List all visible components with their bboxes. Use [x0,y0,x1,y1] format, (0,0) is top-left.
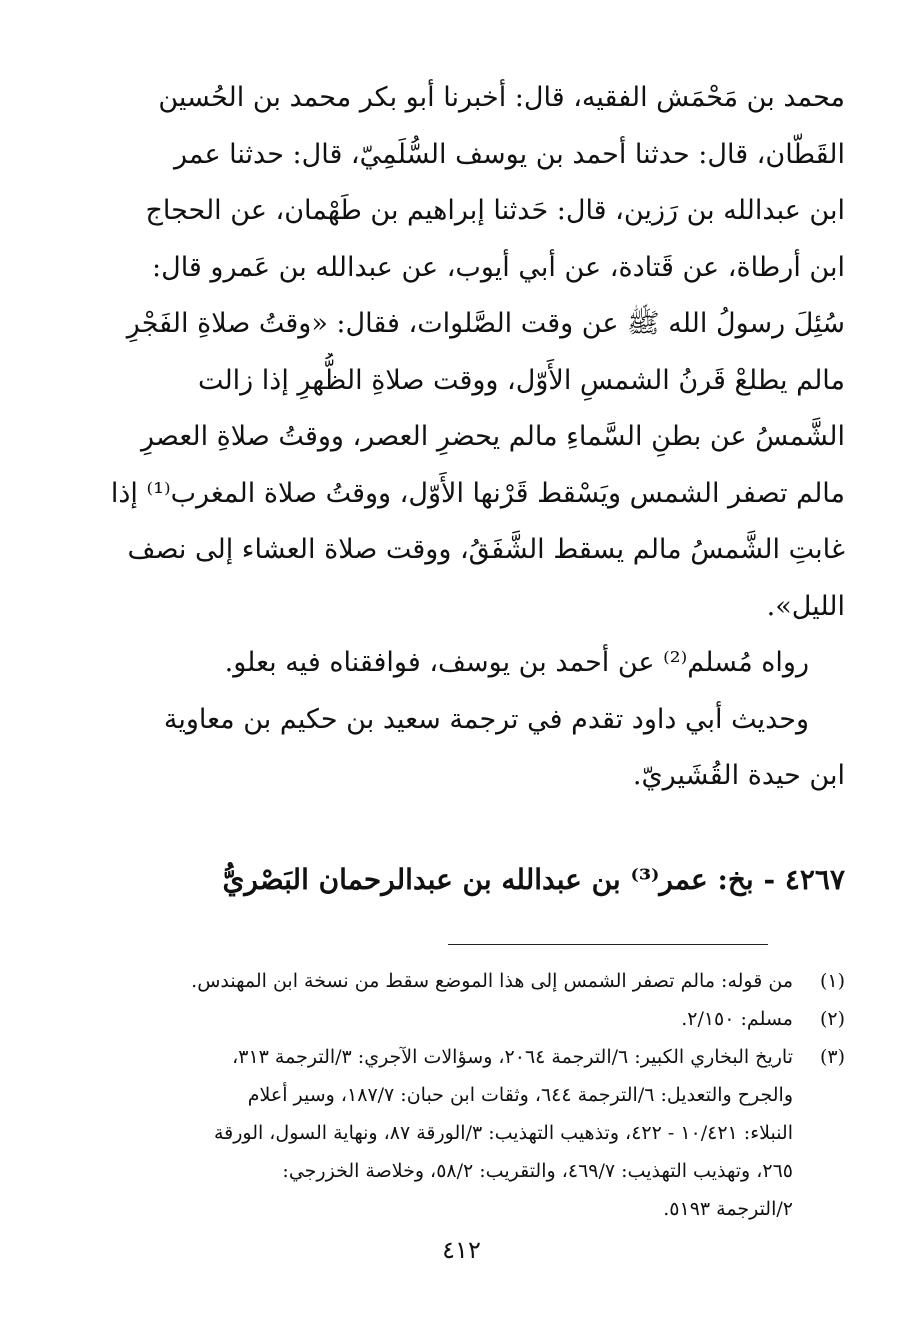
text-line: الليل». [766,590,845,622]
footnote-line: ٢٦٥، وتهذيب التهذيب: ٤٦٩/٧، والتقريب: ٥٨/٢، وخلاصة الخزرجي: [282,1160,793,1182]
footnote-line: ٢/الترجمة ٥١٩٣. [663,1198,793,1220]
footnote-divider [448,944,768,945]
hadith-paragraph [70,70,845,635]
text-line: مالم يطلعْ قَرنُ الشمسِ الأَوّل، ووقت صلاةِ الظُّهرِ إذا زالت [197,364,845,396]
text-line: الشَّمسُ عن بطنِ السَّماءِ مالم يحضرِ العصر، ووقتُ صلاةِ العصرِ [141,421,845,452]
main-text [70,70,845,805]
text-line: ابن عبدالله بن رَزين، قال: حَدثنا إبراهيم بن طَهْمان، عن الحجاج [145,195,845,226]
text-line: ابن أرطاة، عن قَتادة، عن أبي أيوب، عن عبدالله بن عَمرو قال: [151,251,845,283]
text-line: محمد بن مَحْمَش الفقيه، قال: أخبرنا أبو بكر محمد بن الحُسين [158,82,845,113]
footnotes [68,962,845,1228]
cross-reference-paragraph [70,692,845,805]
footnote-number: (٢) [819,1008,845,1030]
narration-paragraph [70,635,845,692]
footnote-number: (١) [819,970,845,992]
footnote [68,1038,845,1228]
footnote [68,962,845,1000]
entry-heading: ٤٢٦٧ - بخ: عمر⁽³⁾ بن عبدالله بن عبدالرحمان البَصْريُّ [222,862,845,896]
text-line: رواه مُسلم⁽²⁾ عن أحمد بن يوسف، فوافقناه فيه بعلو. [224,647,809,678]
text-line: وحديث أبي داود تقدم في ترجمة سعيد بن حكيم بن معاوية [163,703,809,735]
footnote-line: تاريخ البخاري الكبير: ٦/الترجمة ٢٠٦٤، وسؤالات الآجري: ٣/الترجمة ٣١٣، [232,1046,793,1068]
text-line: غابتِ الشَّمسُ مالم يسقط الشَّفَقُ، ووقت صلاة العشاء إلى نصف [127,534,845,565]
footnote-line: النبلاء: ١٠/٤٢١ - ٤٢٢، وتذهيب التهذيب: ٣/الورقة ٨٧، ونهاية السول، الورقة [213,1122,793,1144]
footnote-line: من قوله: مالم تصفر الشمس إلى هذا الموضع سقط من نسخة ابن المهندس. [191,970,793,992]
footnote [68,1000,845,1038]
footnote-line: مسلم: ٢/١٥٠. [681,1008,793,1030]
text-line: ابن حيدة القُشَيريّ. [632,760,845,791]
text-line: القَطّان، قال: حدثنا أحمد بن يوسف السُّلَمِيّ، قال: حدثنا عمر [173,138,845,170]
text-line: مالم تصفر الشمس ويَسْقط قَرْنها الأَوّل، ووقتُ صلاة المغرب⁽¹⁾ إذا [110,477,845,509]
text-line: سُئِلَ رسولُ الله ﷺ عن وقت الصَّلوات، فقال: «وقتُ صلاةِ الفَجْرِ [126,308,845,339]
page-number: ٤١٢ [442,1236,481,1264]
footnote-line: والجرح والتعديل: ٦/الترجمة ٦٤٤، وثقات ابن حبان: ١٨٧/٧، وسير أعلام [247,1084,793,1106]
footnote-number: (٣) [819,1046,845,1068]
